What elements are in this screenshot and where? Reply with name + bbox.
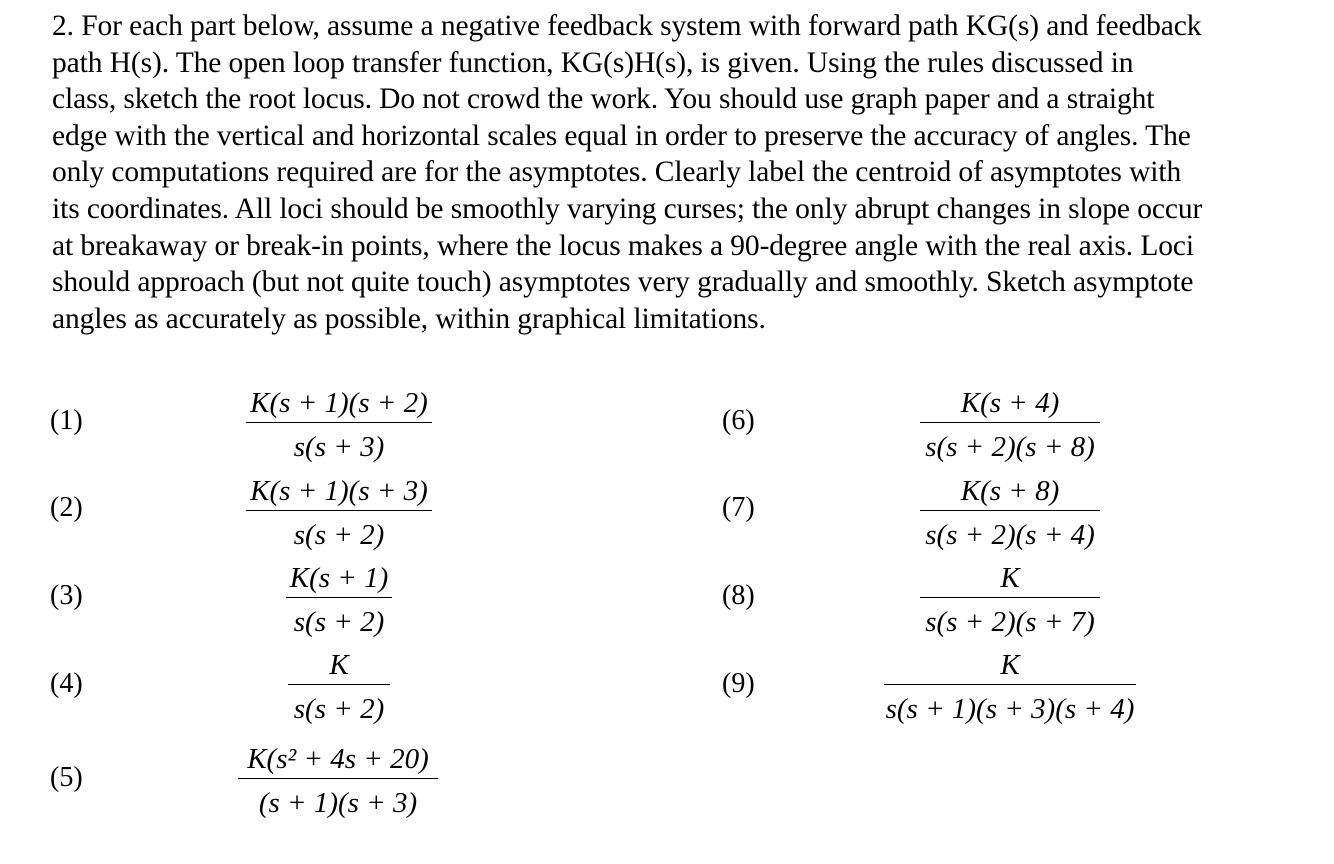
problem-line: its coordinates. All loci should be smoothly varying curses; the only abrupt changes in slope occur	[52, 192, 1203, 225]
part-2-transfer-function	[246, 474, 432, 554]
part-5-fraction-bar	[238, 778, 438, 779]
part-6-fraction-bar	[920, 422, 1100, 423]
part-6-numerator: K(s + 4)	[960, 387, 1060, 419]
part-8-fraction-bar	[920, 597, 1100, 598]
problem-line: angles as accurately as possible, within graphical limitations.	[52, 302, 766, 335]
part-6-denominator: s(s + 2)(s + 8)	[925, 431, 1095, 463]
problem-line: should approach (but not quite touch) asymptotes very gradually and smoothly. Sketch asymptote	[52, 266, 1194, 299]
part-7-fraction-bar	[920, 510, 1100, 511]
part-8-denominator: s(s + 2)(s + 7)	[925, 606, 1095, 638]
part-3-numerator: K(s + 1)	[289, 562, 389, 594]
part-4-fraction-bar	[288, 684, 390, 685]
part-3-label: (3)	[50, 580, 83, 611]
part-3-fraction-bar	[286, 597, 392, 598]
problem-line: edge with the vertical and horizontal scales equal in order to preserve the accuracy of angles. The	[52, 119, 1191, 152]
part-5-numerator: K(s² + 4s + 20)	[247, 743, 429, 775]
problem-line: only computations required are for the asymptotes. Clearly label the centroid of asymptotes with	[52, 156, 1182, 189]
part-6-label: (6)	[722, 405, 755, 436]
part-7-denominator: s(s + 2)(s + 4)	[925, 519, 1095, 551]
part-9-denominator: s(s + 1)(s + 3)(s + 4)	[885, 693, 1135, 725]
part-1-denominator: s(s + 3)	[293, 431, 385, 463]
part-2-numerator: K(s + 1)(s + 3)	[250, 475, 428, 507]
part-1-numerator: K(s + 1)(s + 2)	[250, 387, 428, 419]
part-5-denominator: (s + 1)(s + 3)	[258, 787, 418, 819]
part-9-fraction-bar	[884, 684, 1136, 685]
part-3-denominator: s(s + 2)	[293, 606, 385, 638]
part-2-label: (2)	[50, 492, 83, 523]
part-7-transfer-function	[920, 474, 1100, 554]
part-8-transfer-function	[920, 561, 1100, 641]
part-3-transfer-function	[286, 561, 392, 641]
part-8-label: (8)	[722, 580, 755, 611]
part-1-transfer-function	[246, 386, 432, 466]
part-4-numerator: K	[329, 649, 349, 681]
part-5-transfer-function	[238, 742, 438, 822]
part-4-label: (4)	[50, 668, 83, 699]
part-7-numerator: K(s + 8)	[960, 475, 1060, 507]
problem-line: 2. For each part below, assume a negative feedback system with forward path KG(s) and feedback	[52, 10, 1202, 42]
part-4-transfer-function	[288, 648, 390, 728]
part-9-numerator: K	[1000, 649, 1020, 681]
problem-line: at breakaway or break-in points, where the locus makes a 90-degree angle with the real axis. Loci	[52, 229, 1194, 262]
part-9-label: (9)	[722, 668, 755, 699]
part-6-transfer-function	[920, 386, 1100, 466]
problem-line: path H(s). The open loop transfer function, KG(s)H(s), is given. Using the rules discussed in	[52, 46, 1134, 79]
part-7-label: (7)	[722, 492, 755, 523]
part-2-denominator: s(s + 2)	[293, 519, 385, 551]
part-2-fraction-bar	[246, 510, 432, 511]
part-1-fraction-bar	[246, 422, 432, 423]
part-1-label: (1)	[50, 405, 83, 436]
part-4-denominator: s(s + 2)	[293, 693, 385, 725]
part-9-transfer-function	[884, 648, 1136, 728]
problem-statement	[52, 8, 1314, 337]
problem-line: class, sketch the root locus. Do not crowd the work. You should use graph paper and a straight	[52, 83, 1155, 116]
part-8-numerator: K	[1000, 562, 1020, 594]
part-5-label: (5)	[50, 762, 83, 793]
